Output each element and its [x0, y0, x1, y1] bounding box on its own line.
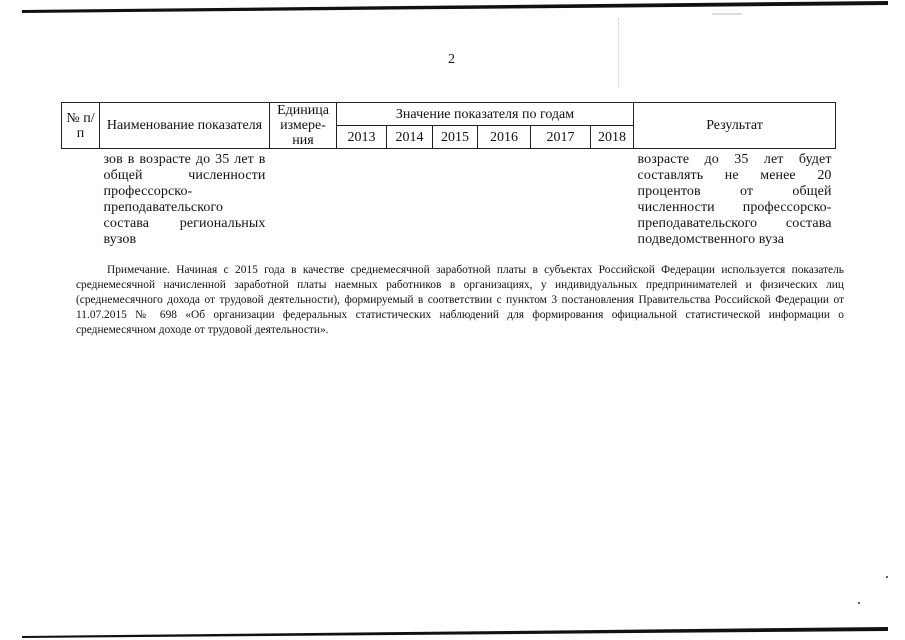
table-row — [62, 149, 836, 249]
value-cell — [478, 149, 531, 249]
value-cell — [387, 149, 433, 249]
value-cell — [591, 149, 634, 249]
value-cell — [337, 149, 387, 249]
result-cell: возрасте до 35 лет будет составлять не менее 20 процентов от общей численности профессорско-преподавательского состава подведомственного вуза — [637, 152, 832, 247]
value-cell — [531, 149, 591, 249]
scan-edge-bottom — [22, 622, 888, 640]
header-result: Результат — [634, 103, 836, 149]
header-year: 2017 — [531, 126, 591, 149]
page-number: 2 — [448, 52, 455, 67]
header-year: 2013 — [337, 126, 387, 149]
header-year: 2014 — [387, 126, 433, 149]
scan-edge-top — [22, 0, 888, 16]
header-year: 2018 — [591, 126, 634, 149]
header-year: 2015 — [433, 126, 478, 149]
header-year: 2016 — [478, 126, 531, 149]
header-number: № п/п — [62, 103, 100, 149]
scan-speck — [858, 602, 860, 604]
header-values-by-year: Значение показателя по годам — [337, 103, 634, 126]
unit-cell — [270, 149, 337, 249]
footnote-note: Примечание. Начиная с 2015 года в качестве среднемесячной заработной платы в субъектах Российской Федерации используется показатель среднемесячной начисленной заработной платы наемных работников в организациях, у индивидуальных предпринимателей и физических лиц (среднемесячного дохода от трудовой деятельности), формируемый в соответствии с пунктом 3 постановления Правительства Российской Федерации от 11.07.2015 № 698 «Об организации федеральных статистических наблюдений для формирования официальной статистической информации о среднемесячном доходе от трудовой деятельности». — [76, 264, 844, 336]
indicator-name-cell: зов в возрасте до 35 лет в общей численности профессорско-преподавательского состава региональных вузов — [103, 152, 266, 247]
header-indicator-name: Наименование показателя — [100, 103, 270, 149]
header-unit: Единица измере-ния — [270, 103, 337, 149]
row-number-cell — [62, 149, 100, 249]
scan-fold-line — [618, 18, 619, 88]
value-cell — [433, 149, 478, 249]
scan-speck — [886, 576, 888, 578]
indicators-table — [61, 102, 836, 248]
